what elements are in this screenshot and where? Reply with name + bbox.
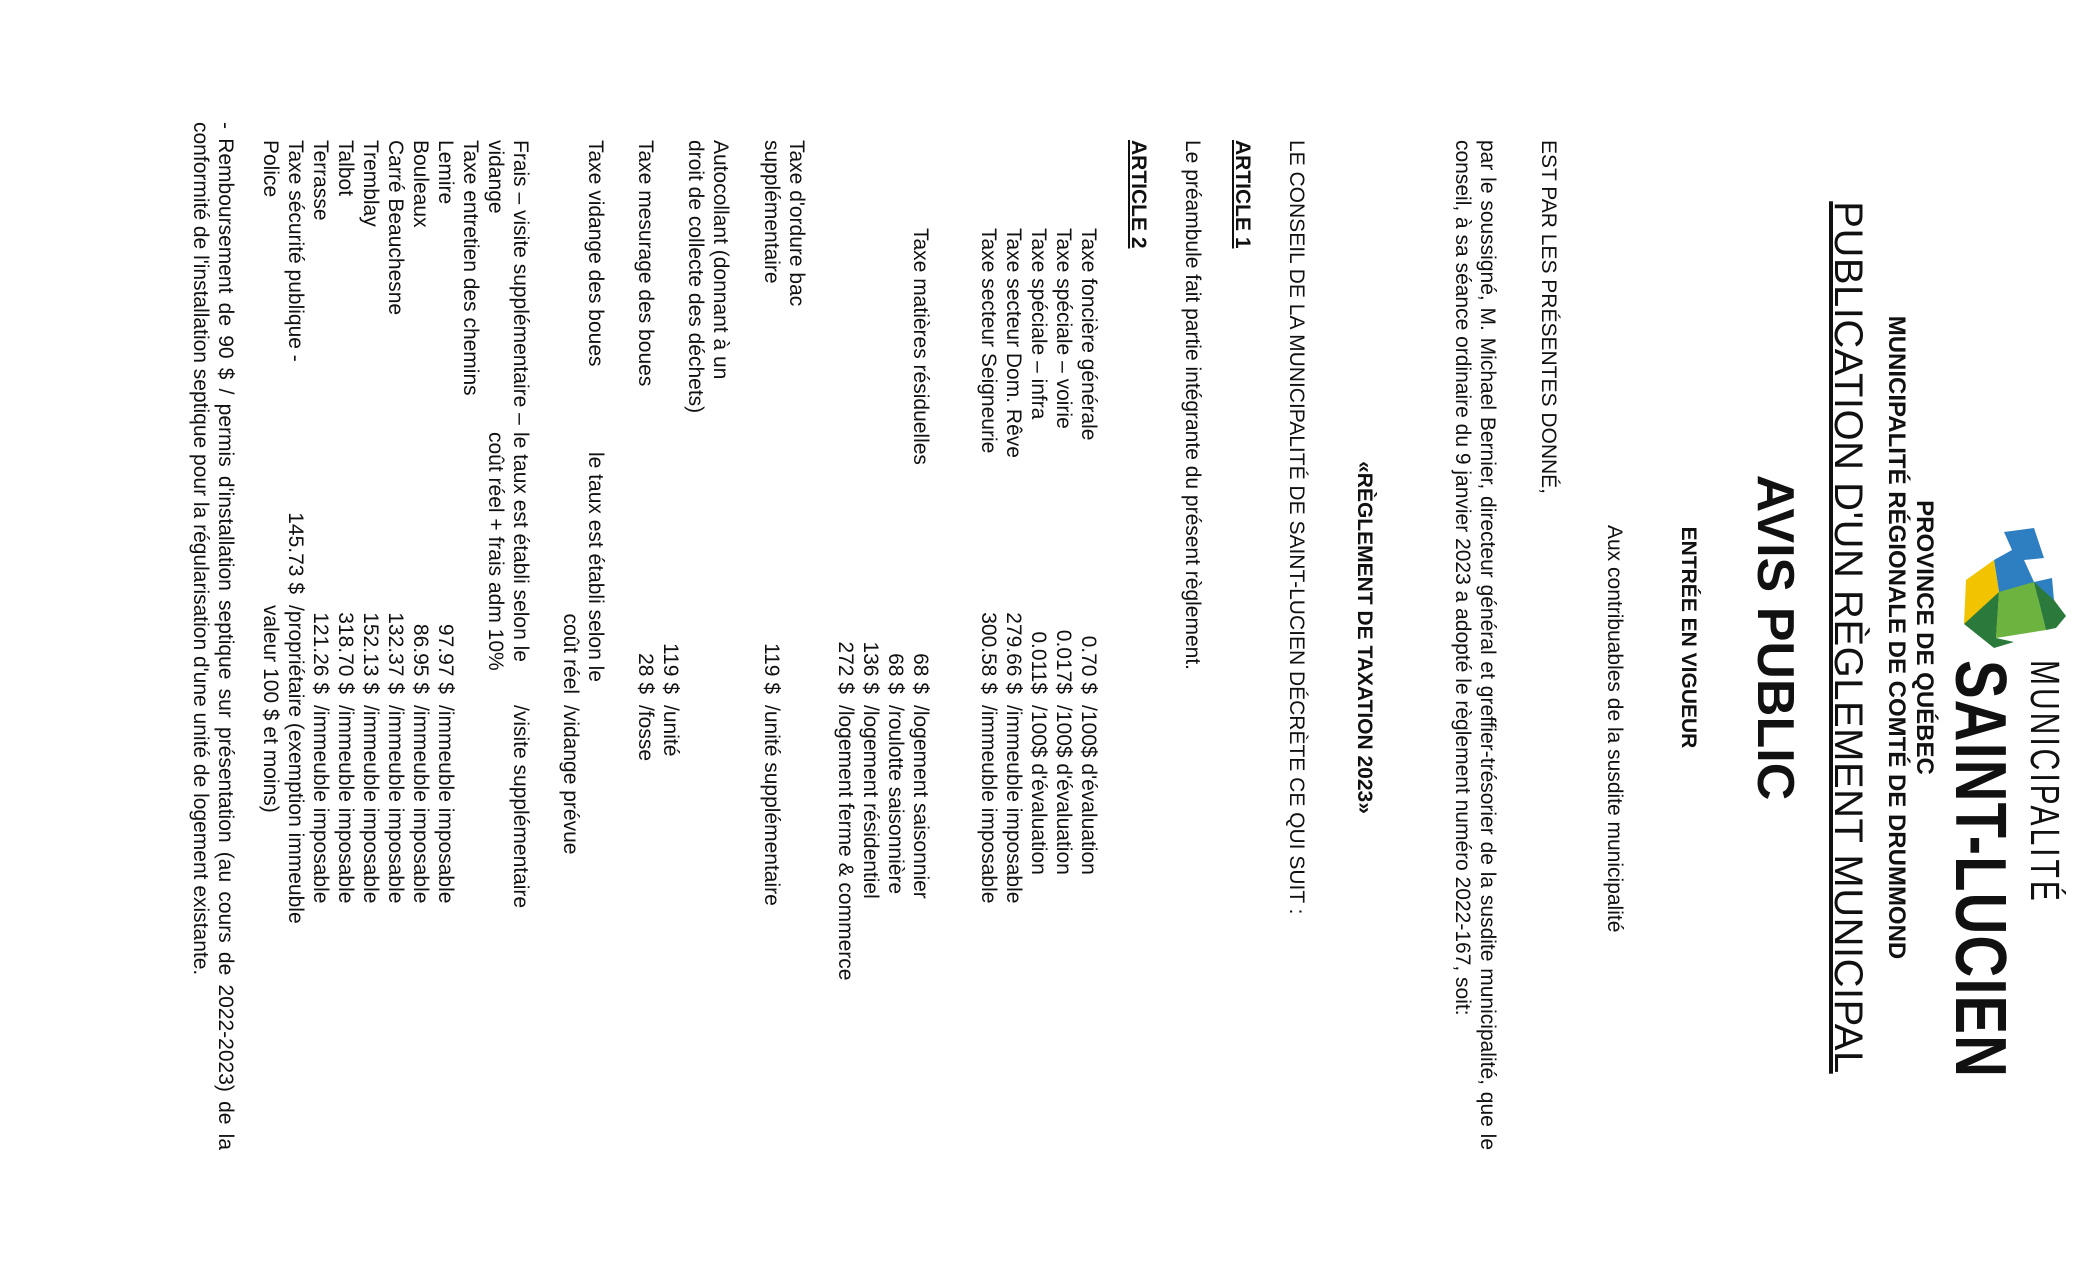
remboursement-note: - Remboursement de 90 $ / permis d'installation septique sur présentation (au cours de 2022-2023) de la conformité de l'installation septique pour la régularisation d'une unité de logement existante. bbox=[189, 122, 237, 1150]
tax-label: Taxe spéciale – infra bbox=[1027, 228, 1050, 420]
tax-unit: /100$ d'évaluation bbox=[1052, 705, 1075, 875]
article-1-text: Le préambule fait partie intégrante du présent règlement. bbox=[1181, 140, 1204, 670]
chemin-unit: /immeuble imposable bbox=[309, 705, 332, 904]
bac-amount: 119 $ bbox=[760, 643, 783, 694]
intro-paragraph: par le soussigné, M. Michael Bernier, directeur général et greffier-trésorier de la susdite municipalité, que le conseil, à sa séance ordinaire du 9 janvier 2023 a adopté le règlement numéro 2022-167, soit: bbox=[1451, 140, 1499, 1150]
mesurage-unit: /fosse bbox=[634, 705, 657, 762]
frais-unit: /visite supplémentaire bbox=[509, 705, 532, 909]
logo-word-municipalite: MUNICIPALITÉ bbox=[2021, 660, 2066, 904]
vidange-amount: le taux est établi selon le bbox=[584, 452, 607, 682]
matieres-amount: 68 $ bbox=[909, 653, 932, 694]
chemin-name: Lemire bbox=[434, 140, 457, 205]
tax-unit: /100$ d'évaluation bbox=[1027, 705, 1050, 875]
tax-amount: 0.017$ bbox=[1052, 629, 1075, 694]
chemin-name: Talbot bbox=[334, 140, 357, 197]
chemin-name: Tremblay bbox=[359, 140, 382, 227]
publication-title: PUBLICATION D'UN RÈGLEMENT MUNICIPAL bbox=[1826, 201, 1870, 1074]
bac-label: Taxe d'ordure bac bbox=[785, 140, 808, 307]
mesurage-label: Taxe mesurage des boues bbox=[634, 140, 657, 387]
securite-label: Police bbox=[259, 140, 282, 198]
avis-public-title: AVIS PUBLIC bbox=[1746, 474, 1804, 801]
matieres-amount: 68 $ bbox=[884, 653, 907, 694]
frais-amount: le taux est établi selon le bbox=[509, 432, 532, 662]
province-heading: PROVINCE DE QUÉBEC bbox=[1911, 500, 1938, 775]
vidange-amount: coût réel bbox=[559, 613, 582, 694]
mrc-heading: MUNICIPALITÉ RÉGIONALE DE COMTÉ DE DRUMMOND bbox=[1883, 315, 1910, 960]
reglement-title: «RÈGLEMENT DE TAXATION 2023» bbox=[1353, 461, 1376, 814]
frais-label: vidange bbox=[484, 140, 507, 214]
matieres-unit: /logement saisonnier bbox=[909, 705, 932, 899]
contribuables-line: Aux contribuables de la susdite municipalité bbox=[1603, 525, 1626, 933]
tax-unit: /100$ d'évaluation bbox=[1077, 705, 1100, 875]
autocollant-unit: /unité bbox=[659, 705, 682, 757]
tax-amount: 0.70 $ bbox=[1077, 635, 1100, 694]
autocollant-label: Autocollant (donnant à un bbox=[709, 140, 732, 380]
article-2-title: ARTICLE 2 bbox=[1127, 140, 1150, 249]
autocollant-label: droit de collecte des déchets) bbox=[684, 140, 707, 414]
tax-label: Taxe secteur Seigneurie bbox=[977, 228, 1000, 454]
matieres-amount: 136 $ bbox=[859, 641, 882, 694]
matieres-unit: /logement résidentiel bbox=[859, 705, 882, 899]
securite-unit: valeur 100 $ et moins) bbox=[259, 605, 282, 813]
frais-label: Frais – visite supplémentaire – bbox=[509, 140, 532, 425]
securite-amount: 145.73 $ bbox=[284, 512, 307, 594]
securite-unit: /propriétaire (exemption immeuble bbox=[284, 605, 307, 924]
chemin-unit: /immeuble imposable bbox=[334, 705, 357, 904]
municipality-logo bbox=[1939, 520, 2074, 1078]
matieres-label: Taxe matières résiduelles bbox=[909, 228, 932, 465]
frais-amount: coût réel + frais adm 10% bbox=[484, 432, 507, 671]
tax-amount: 0.011$ bbox=[1027, 631, 1050, 694]
tax-label: Taxe secteur Dom. Rêve bbox=[1002, 228, 1025, 458]
chemin-amount: 121.26 $ bbox=[309, 612, 332, 694]
chemin-name: Bouleaux bbox=[409, 140, 432, 228]
chemin-unit: /immeuble imposable bbox=[359, 705, 382, 904]
chemin-unit: /immeuble imposable bbox=[409, 705, 432, 904]
chemin-amount: 132.37 $ bbox=[384, 612, 407, 694]
article-1-title: ARTICLE 1 bbox=[1231, 140, 1254, 249]
matieres-unit: /logement ferme & commerce bbox=[834, 705, 857, 981]
entree-en-vigueur: ENTRÉE EN VIGUEUR bbox=[1677, 526, 1700, 749]
logo-word-saint-lucien: SAINT-LUCIEN bbox=[1939, 660, 2021, 1078]
vidange-label: Taxe vidange des boues bbox=[584, 140, 607, 367]
matieres-amount: 272 $ bbox=[834, 641, 857, 694]
tax-amount: 279.66 $ bbox=[1002, 612, 1025, 694]
chemin-amount: 318.70 $ bbox=[334, 612, 357, 694]
autocollant-amount: 119 $ bbox=[659, 643, 682, 694]
tax-amount: 300.58 $ bbox=[977, 612, 1000, 694]
conseil-decrete: LE CONSEIL DE LA MUNICIPALITÉ DE SAINT-LUCIEN DÉCRÈTE CE QUI SUIT : bbox=[1285, 140, 1308, 915]
chemin-amount: 86.95 $ bbox=[409, 623, 432, 694]
chemin-name: Carré Beauchesne bbox=[384, 140, 407, 316]
matieres-unit: /roulotte saisonnière bbox=[884, 705, 907, 895]
chemin-unit: /immeuble imposable bbox=[434, 705, 457, 904]
chemin-unit: /immeuble imposable bbox=[384, 705, 407, 904]
puzzle-logo-icon bbox=[1949, 520, 2074, 650]
vidange-unit: /vidange prévue bbox=[559, 705, 582, 855]
chemin-amount: 152.13 $ bbox=[359, 612, 382, 694]
est-donne-line: EST PAR LES PRÉSENTES DONNÉ, bbox=[1537, 140, 1560, 494]
bac-label: supplémentaire bbox=[760, 140, 783, 284]
securite-label: Taxe sécurité publique - bbox=[284, 140, 307, 362]
tax-label: Taxe spéciale – voirie bbox=[1052, 228, 1075, 429]
entretien-label: Taxe entretien des chemins bbox=[459, 140, 482, 396]
mesurage-amount: 28 $ bbox=[634, 653, 657, 694]
tax-label: Taxe foncière générale bbox=[1077, 228, 1100, 441]
bac-unit: /unité supplémentaire bbox=[760, 705, 783, 906]
tax-unit: /immeuble imposable bbox=[977, 705, 1000, 904]
chemin-name: Terrasse bbox=[309, 140, 332, 221]
tax-unit: /immeuble imposable bbox=[1002, 705, 1025, 904]
chemin-amount: 97.97 $ bbox=[434, 623, 457, 694]
